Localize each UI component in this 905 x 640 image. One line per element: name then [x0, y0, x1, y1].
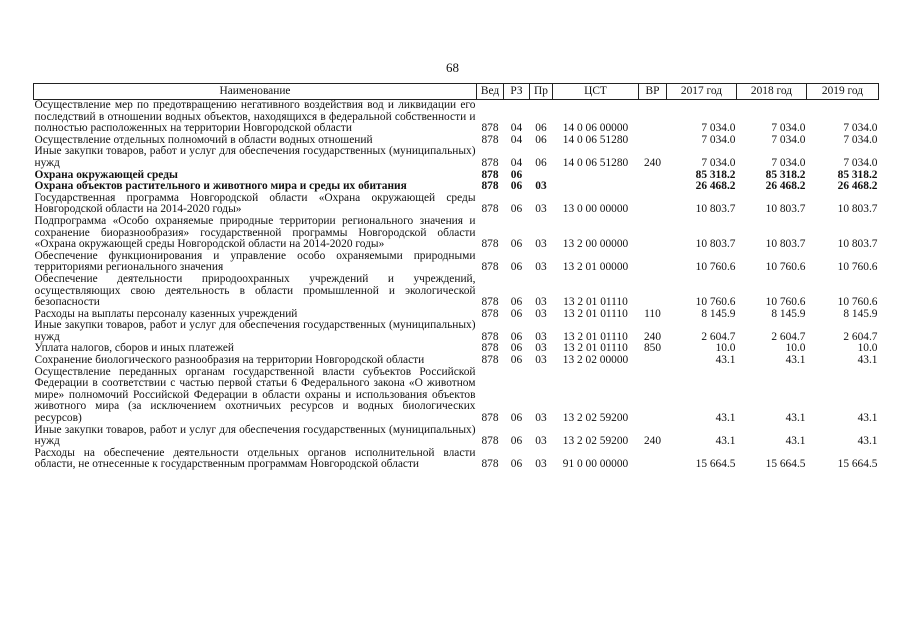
row-pr: 03 — [535, 261, 547, 274]
header-2017: 2017 год — [667, 84, 737, 100]
row-cst: 13 2 01 01110 — [563, 342, 628, 355]
header-cst: ЦСТ — [553, 84, 639, 100]
row-amount-2019: 8 145.9 — [843, 307, 878, 320]
row-amount-2018: 43.1 — [785, 354, 806, 367]
row-amount-2019: 43.1 — [857, 354, 878, 367]
row-cst: 13 2 01 01110 — [563, 330, 628, 343]
header-2018: 2018 год — [737, 84, 807, 100]
row-amount-2018: 10 803.7 — [765, 238, 806, 251]
table-row — [34, 146, 879, 169]
row-name: Охрана объектов растительного и животного мира и среды их обитания — [34, 180, 407, 193]
row-amount-2019: 7 034.0 — [843, 133, 878, 146]
row-amount-2017: 7 034.0 — [701, 122, 736, 135]
budget-table — [33, 83, 879, 471]
row-ved: 878 — [481, 238, 499, 251]
row-ved: 878 — [481, 133, 499, 146]
row-amount-2019: 10 760.6 — [837, 296, 878, 309]
row-name: Иные закупки товаров, работ и услуг для обеспечения государственных (муниципальных) нужд — [34, 423, 476, 448]
row-amount-2019: 85 318.2 — [837, 168, 878, 181]
row-name: Обеспечение функционирования и управление особо охраняемыми природными территориями регионального значения — [34, 249, 476, 274]
row-cst: 13 2 01 01110 — [563, 307, 628, 320]
row-cst: 13 2 02 59200 — [562, 435, 629, 448]
row-vr: 850 — [643, 342, 662, 355]
row-pr: 03 — [535, 180, 547, 193]
row-amount-2019: 7 034.0 — [843, 156, 878, 169]
row-amount-2017: 10 760.6 — [695, 261, 736, 274]
row-name: Осуществление отдельных полномочий в области водных отношений — [34, 133, 373, 146]
row-ved: 878 — [481, 354, 499, 367]
row-amount-2017: 7 034.0 — [701, 133, 736, 146]
row-amount-2018: 10.0 — [785, 342, 806, 355]
row-pr: 03 — [535, 412, 547, 425]
row-ved: 878 — [481, 412, 499, 425]
table-row — [34, 274, 879, 309]
row-vr — [639, 448, 667, 471]
row-ved: 878 — [481, 330, 499, 343]
row-amount-2017: 43.1 — [715, 435, 736, 448]
row-cst: 14 0 06 00000 — [562, 122, 629, 135]
row-vr: 240 — [643, 156, 662, 169]
row-name: Расходы на выплаты персоналу казенных учреждений — [34, 307, 298, 320]
row-amount-2017: 7 034.0 — [701, 156, 736, 169]
row-cst: 13 2 01 01110 — [563, 296, 628, 309]
row-rz: 06 — [510, 180, 523, 193]
row-amount-2018: 43.1 — [785, 435, 806, 448]
row-rz: 06 — [510, 330, 523, 343]
row-ved: 878 — [481, 296, 499, 309]
row-amount-2019: 15 664.5 — [837, 458, 878, 471]
header-vr: ВР — [639, 84, 667, 100]
row-amount-2019: 43.1 — [857, 435, 878, 448]
row-amount-2019: 10.0 — [857, 342, 878, 355]
row-vr — [639, 181, 667, 193]
table-row — [34, 425, 879, 448]
row-cst — [553, 181, 639, 193]
row-vr — [639, 135, 667, 147]
row-amount-2017: 15 664.5 — [695, 458, 736, 471]
table-row — [34, 181, 879, 193]
row-amount-2018: 43.1 — [785, 412, 806, 425]
row-name: Подпрограмма «Особо охраняемые природные территории регионального значения и сохранение биоразнообразия» государственной программы Новгородской области «Охрана окружающей среды Новгородской области на 2014-2020 годы» — [34, 214, 476, 251]
table-row — [34, 100, 879, 135]
row-name: Осуществление переданных органам государственной власти субъектов Российской Федерации в соответствии с частью первой статьи 6 Федерального закона «О животном мире» полномочий Российской Федерации в области охраны и использования объектов животного мира (за исключением охотничьих ресурсов и водных биологических ресурсов) — [34, 365, 476, 425]
row-amount-2018: 26 468.2 — [765, 180, 806, 193]
row-cst: 14 0 06 51280 — [562, 156, 629, 169]
row-rz: 06 — [510, 458, 523, 471]
row-vr — [639, 193, 667, 216]
row-vr — [639, 100, 667, 135]
row-name: Осуществление мер по предотвращению негативного воздействия вод и ликвидации его последствий в отношении водных объектов, находящихся в федеральной собственности и полностью расположенных на территории Новгородской области — [34, 99, 476, 135]
row-name: Уплата налогов, сборов и иных платежей — [34, 342, 234, 355]
row-ved: 878 — [481, 168, 499, 181]
row-rz: 04 — [510, 156, 523, 169]
row-name: Государственная программа Новгородской области «Охрана окружающей среды Новгородской области на 2014-2020 годы» — [34, 191, 476, 216]
row-ved: 878 — [481, 458, 499, 471]
header-pr: Пр — [530, 84, 553, 100]
row-pr: 03 — [535, 296, 547, 309]
row-ved: 878 — [481, 122, 499, 135]
row-name: Иные закупки товаров, работ и услуг для обеспечения государственных (муниципальных) нужд — [34, 145, 476, 169]
row-ved: 878 — [481, 342, 499, 355]
row-amount-2018: 10 803.7 — [765, 203, 806, 216]
row-amount-2017: 26 468.2 — [695, 180, 736, 193]
row-pr: 03 — [535, 330, 547, 343]
row-rz: 06 — [510, 296, 523, 309]
row-cst: 13 0 00 00000 — [562, 203, 629, 216]
row-cst: 13 2 02 00000 — [562, 354, 629, 367]
row-vr — [639, 170, 667, 182]
row-amount-2017: 43.1 — [715, 412, 736, 425]
row-ved: 878 — [481, 203, 499, 216]
row-amount-2017: 43.1 — [715, 354, 736, 367]
row-amount-2017: 10.0 — [715, 342, 736, 355]
row-amount-2019: 26 468.2 — [837, 180, 878, 193]
row-amount-2018: 10 760.6 — [765, 296, 806, 309]
row-ved: 878 — [481, 156, 499, 169]
header-name: Наименование — [34, 84, 477, 100]
row-cst: 13 2 02 59200 — [562, 412, 629, 425]
row-name: Охрана окружающей среды — [34, 168, 178, 181]
row-ved: 878 — [481, 307, 499, 320]
row-amount-2018: 7 034.0 — [771, 156, 806, 169]
row-cst: 13 2 01 00000 — [562, 261, 629, 274]
row-amount-2019: 10 803.7 — [837, 203, 878, 216]
table-header-row — [34, 84, 879, 100]
row-pr: 03 — [535, 203, 547, 216]
row-cst: 91 0 00 00000 — [562, 458, 629, 471]
row-cst: 14 0 06 51280 — [562, 133, 629, 146]
row-name: Иные закупки товаров, работ и услуг для обеспечения государственных (муниципальных) нужд — [34, 319, 476, 343]
table-row — [34, 448, 879, 471]
row-amount-2017: 10 760.6 — [695, 296, 736, 309]
row-pr: 03 — [535, 354, 547, 367]
row-rz: 06 — [510, 412, 523, 425]
row-cst — [553, 170, 639, 182]
row-vr — [639, 251, 667, 274]
row-name: Сохранение биологического разнообразия на территории Новгородской области — [34, 354, 425, 367]
table-row — [34, 367, 879, 425]
row-amount-2018: 7 034.0 — [771, 133, 806, 146]
row-amount-2018: 2 604.7 — [771, 330, 806, 343]
row-rz: 06 — [510, 342, 523, 355]
row-amount-2019: 10 803.7 — [837, 238, 878, 251]
row-vr: 110 — [644, 307, 661, 320]
table-row — [34, 251, 879, 274]
row-rz: 06 — [510, 354, 523, 367]
row-vr: 240 — [643, 330, 662, 343]
row-amount-2018: 8 145.9 — [771, 307, 806, 320]
row-pr: 03 — [535, 307, 547, 320]
row-amount-2017: 8 145.9 — [701, 307, 736, 320]
row-pr: 03 — [535, 435, 547, 448]
row-amount-2019: 43.1 — [857, 412, 878, 425]
row-rz: 06 — [510, 168, 523, 181]
row-amount-2017: 2 604.7 — [701, 330, 736, 343]
row-amount-2018: 15 664.5 — [765, 458, 806, 471]
row-rz: 06 — [510, 261, 523, 274]
row-rz: 04 — [510, 122, 523, 135]
row-cst: 13 2 00 00000 — [562, 238, 629, 251]
row-amount-2019: 10 760.6 — [837, 261, 878, 274]
row-ved: 878 — [481, 180, 499, 193]
row-amount-2018: 10 760.6 — [765, 261, 806, 274]
row-rz: 04 — [510, 133, 523, 146]
row-vr: 240 — [643, 435, 662, 448]
row-pr: 06 — [535, 122, 547, 135]
row-pr: 03 — [535, 458, 547, 471]
row-vr — [639, 355, 667, 367]
page-number: 68 — [446, 60, 459, 75]
row-amount-2018: 85 318.2 — [765, 168, 806, 181]
row-vr — [639, 274, 667, 309]
row-amount-2019: 7 034.0 — [843, 122, 878, 135]
row-amount-2017: 10 803.7 — [695, 203, 736, 216]
header-rz: РЗ — [504, 84, 530, 100]
row-rz: 06 — [510, 238, 523, 251]
row-pr: 06 — [535, 133, 547, 146]
row-amount-2017: 10 803.7 — [695, 238, 736, 251]
header-ved: Вед — [477, 84, 504, 100]
header-2019: 2019 год — [807, 84, 879, 100]
table-body — [34, 100, 879, 472]
table-row — [34, 355, 879, 367]
row-rz: 06 — [510, 203, 523, 216]
row-pr: 03 — [535, 238, 547, 251]
row-amount-2018: 7 034.0 — [771, 122, 806, 135]
row-name: Обеспечение деятельности природоохранных учреждений и учреждений, осуществляющих свою деятельность в области промышленной и экологической безопасности — [34, 272, 476, 309]
table-row — [34, 193, 879, 216]
row-amount-2017: 85 318.2 — [695, 168, 736, 181]
row-pr: 06 — [535, 156, 547, 169]
row-amount-2019: 2 604.7 — [843, 330, 878, 343]
row-vr — [639, 367, 667, 425]
table-row — [34, 216, 879, 251]
row-name: Расходы на обеспечение деятельности отдельных органов исполнительной власти области, не отнесенные к государственным программам Новгородской области — [34, 446, 476, 471]
row-rz: 06 — [510, 307, 523, 320]
row-rz: 06 — [510, 435, 523, 448]
row-ved: 878 — [481, 435, 499, 448]
row-ved: 878 — [481, 261, 499, 274]
row-vr — [639, 216, 667, 251]
table-row — [34, 320, 879, 343]
row-pr: 03 — [535, 342, 547, 355]
